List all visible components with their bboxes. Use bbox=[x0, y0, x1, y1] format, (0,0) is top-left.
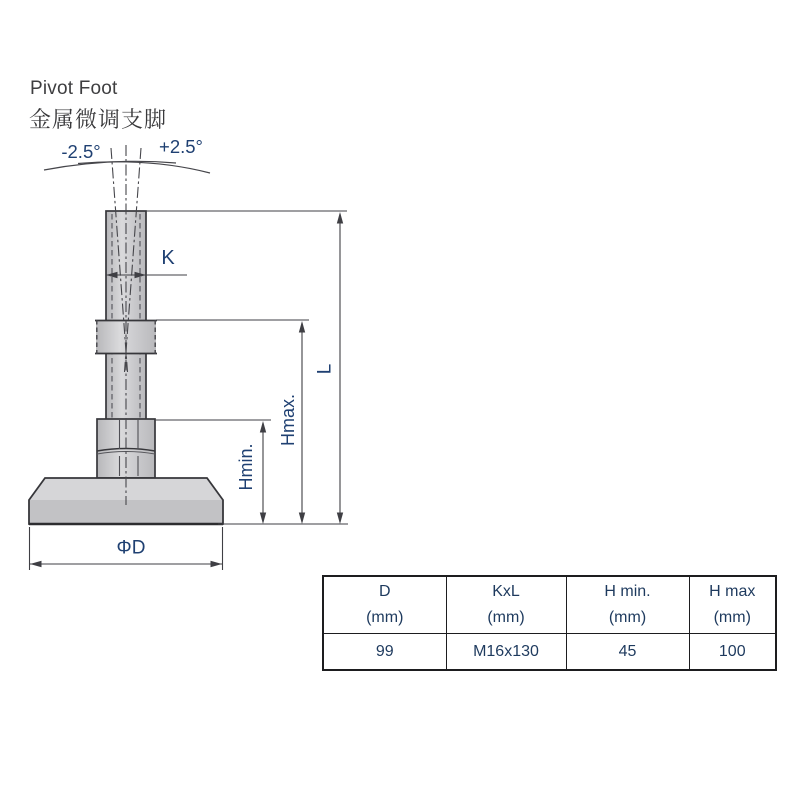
col-name: H max bbox=[709, 583, 756, 600]
dim-K-label: K bbox=[161, 247, 175, 269]
dim-Hmax-label: Hmax. bbox=[278, 393, 298, 447]
col-header-hmax bbox=[689, 576, 776, 634]
col-name: H min. bbox=[604, 583, 651, 600]
value-d: 99 bbox=[323, 634, 446, 671]
value-hmax: 100 bbox=[689, 634, 776, 671]
angle-left-label: -2.5° bbox=[61, 140, 101, 162]
col-name: D bbox=[378, 583, 391, 600]
col-unit: (mm) bbox=[487, 609, 525, 626]
page-title: Pivot Foot bbox=[30, 78, 118, 99]
col-header-hmin bbox=[566, 576, 689, 634]
col-unit: (mm) bbox=[713, 609, 751, 626]
col-name: KxL bbox=[492, 583, 520, 600]
pivot-swing-arc bbox=[44, 161, 210, 173]
dim-L-label: L bbox=[314, 363, 336, 375]
value-hmin: 45 bbox=[566, 634, 689, 671]
col-header-kxl bbox=[446, 576, 566, 634]
spec-table bbox=[322, 575, 777, 671]
angle-right-label: +2.5° bbox=[159, 135, 203, 157]
col-header-d bbox=[323, 576, 446, 634]
dim-diameter-label: ΦD bbox=[116, 537, 146, 559]
page-title-chinese: 金属微调支脚 bbox=[29, 107, 168, 132]
col-unit: (mm) bbox=[608, 609, 647, 626]
dim-Hmin-label: Hmin. bbox=[236, 443, 256, 491]
spec-header-row bbox=[323, 576, 776, 634]
col-unit: (mm) bbox=[366, 609, 404, 626]
spec-value-row bbox=[323, 634, 776, 671]
value-kxl: M16x130 bbox=[446, 634, 566, 671]
